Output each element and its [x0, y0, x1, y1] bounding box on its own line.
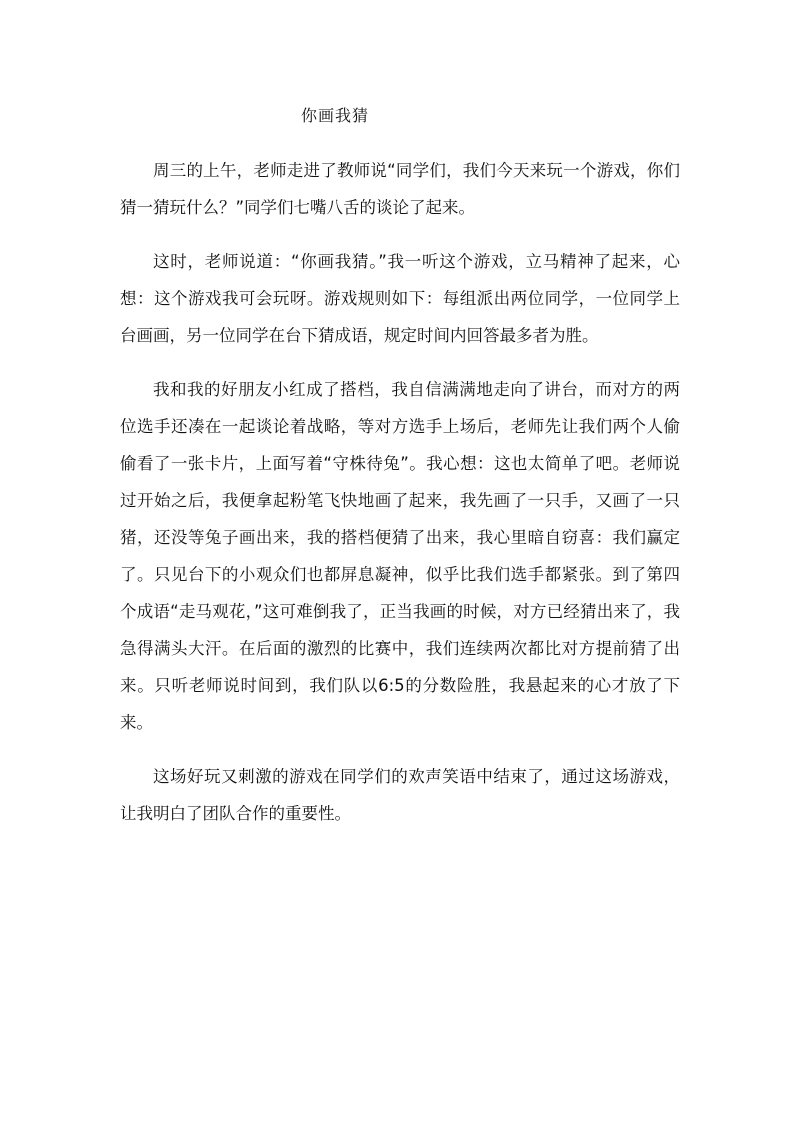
paragraph-1: 周三的上午，老师走进了教师说“同学们，我们今天来玩一个游戏，你们猜一猜玩什么？”同学们七嘴八舌的谈论了起来。	[120, 161, 680, 217]
paragraph-3: 我和我的好朋友小红成了搭档，我自信满满地走向了讲台，而对方的两位选手还凑在一起谈论着战略，等对方选手上场后，老师先让我们两个人偷偷看了一张卡片，上面写着“守株待兔”。我心想：这也太简单了吧。老师说过开始之后，我便拿起粉笔飞快地画了起来，我先画了一只手，又画了一只猪，还没等兔子画出来，我的搭档便猜了出来，我心里暗自窃喜：我们赢定了。只见台下的小观众们也都屏息凝神，似乎比我们选手都紧张。到了第四个成语“走马观花，”这可难倒我了，正当我画的时候，对方已经猜出来了，我急得满头大汗。在后面的激烈的比赛中，我们连续两次都比对方提前猜了出来。只听老师说时间到，我们队以6:5的分数险胜，我悬起来的心才放了下来。	[120, 380, 680, 732]
paragraph-4: 这场好玩又刺激的游戏在同学们的欢声笑语中结束了，通过这场游戏，让我明白了团队合作的重要性。	[120, 767, 680, 823]
paragraph-2: 这时，老师说道：“你画我猜。”我一听这个游戏，立马精神了起来，心想：这个游戏我可会玩呀。游戏规则如下：每组派出两位同学，一位同学上台画画，另一位同学在台下猜成语，规定时间内回答最多者为胜。	[120, 252, 680, 345]
document-body	[120, 152, 680, 849]
document-title: 你画我猜	[300, 106, 369, 125]
